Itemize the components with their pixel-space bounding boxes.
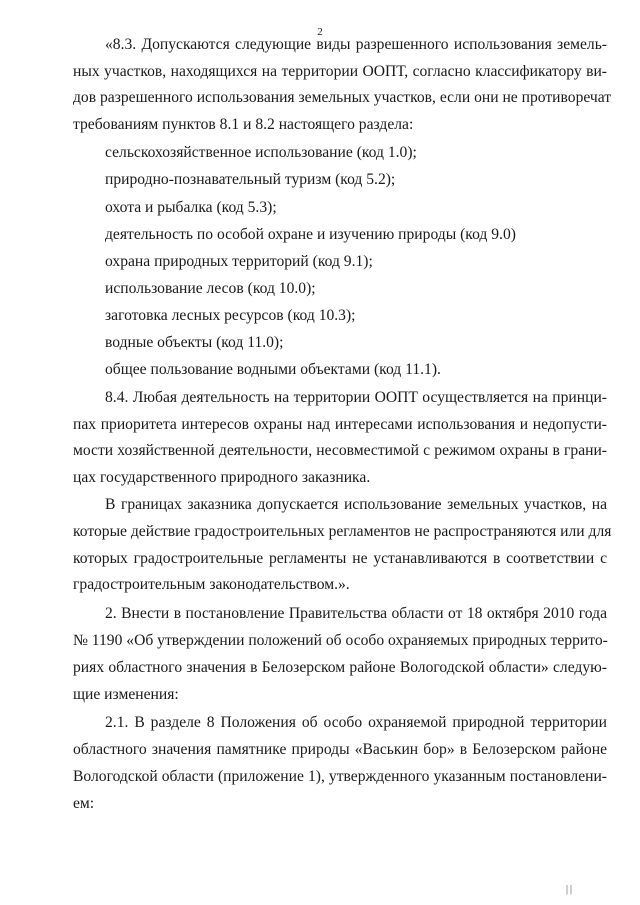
- list-item: природно-познавательный туризм (код 5.2);: [105, 171, 396, 188]
- text-line: пах приоритета интересов охраны над интересами использования и недопусти-: [73, 416, 607, 433]
- list-item: сельскохозяйственное использование (код 1.0);: [105, 144, 417, 161]
- list-item: заготовка лесных ресурсов (код 10.3);: [105, 307, 356, 324]
- text-line: ных участков, находящихся на территории ООПТ, согласно классификатору ви-: [73, 63, 607, 80]
- text-line: № 1190 «Об утверждении положений об особо охраняемых природных террито-: [73, 632, 608, 649]
- text-line: которые действие градостроительных регламентов не распространяются или для: [73, 523, 612, 540]
- text-line: градостроительным законодательством.».: [73, 576, 350, 593]
- list-item: общее пользование водными объектами (код 11.1).: [105, 361, 441, 378]
- text-line: щие изменения:: [73, 686, 179, 703]
- text-line: ем:: [73, 795, 95, 812]
- text-line: 2.1. В разделе 8 Положения об особо охраняемой природной территории: [105, 714, 607, 731]
- text-line: «8.3. Допускаются следующие виды разрешенного использования земель-: [105, 36, 607, 53]
- list-item: использование лесов (код 10.0);: [105, 280, 316, 297]
- list-item: охота и рыбалка (код 5.3);: [105, 199, 277, 216]
- text-line: которых градостроительные регламенты не устанавливаются в соответствии с: [73, 550, 607, 567]
- scan-mark: ||: [566, 884, 575, 895]
- text-line: дов разрешенного использования земельных участков, если они не противоречат: [73, 89, 612, 106]
- text-line: областного значения памятнике природы «Васькин бор» в Белозерском районе: [73, 741, 607, 758]
- list-item: охрана природных территорий (код 9.1);: [105, 253, 373, 270]
- text-line: требованиям пунктов 8.1 и 8.2 настоящего раздела:: [73, 116, 414, 133]
- list-item: водные объекты (код 11.0);: [105, 334, 284, 351]
- text-line: цах государственного природного заказника.: [73, 469, 371, 486]
- text-line: риях областного значения в Белозерском районе Вологодской области» следую-: [73, 659, 607, 676]
- text-line: Вологодской области (приложение 1), утвержденного указанным постановлени-: [73, 768, 607, 785]
- text-line: В границах заказника допускается использование земельных участков, на: [105, 496, 607, 513]
- page-number: 2: [317, 26, 323, 38]
- text-line: 2. Внести в постановление Правительства области от 18 октября 2010 года: [105, 605, 607, 622]
- text-line: мости хозяйственной деятельности, несовместимой с режимом охраны в грани-: [73, 442, 607, 459]
- text-line: 8.4. Любая деятельность на территории ООПТ осуществляется на принци-: [105, 389, 607, 406]
- list-item: деятельность по особой охране и изучению природы (код 9.0): [105, 226, 516, 243]
